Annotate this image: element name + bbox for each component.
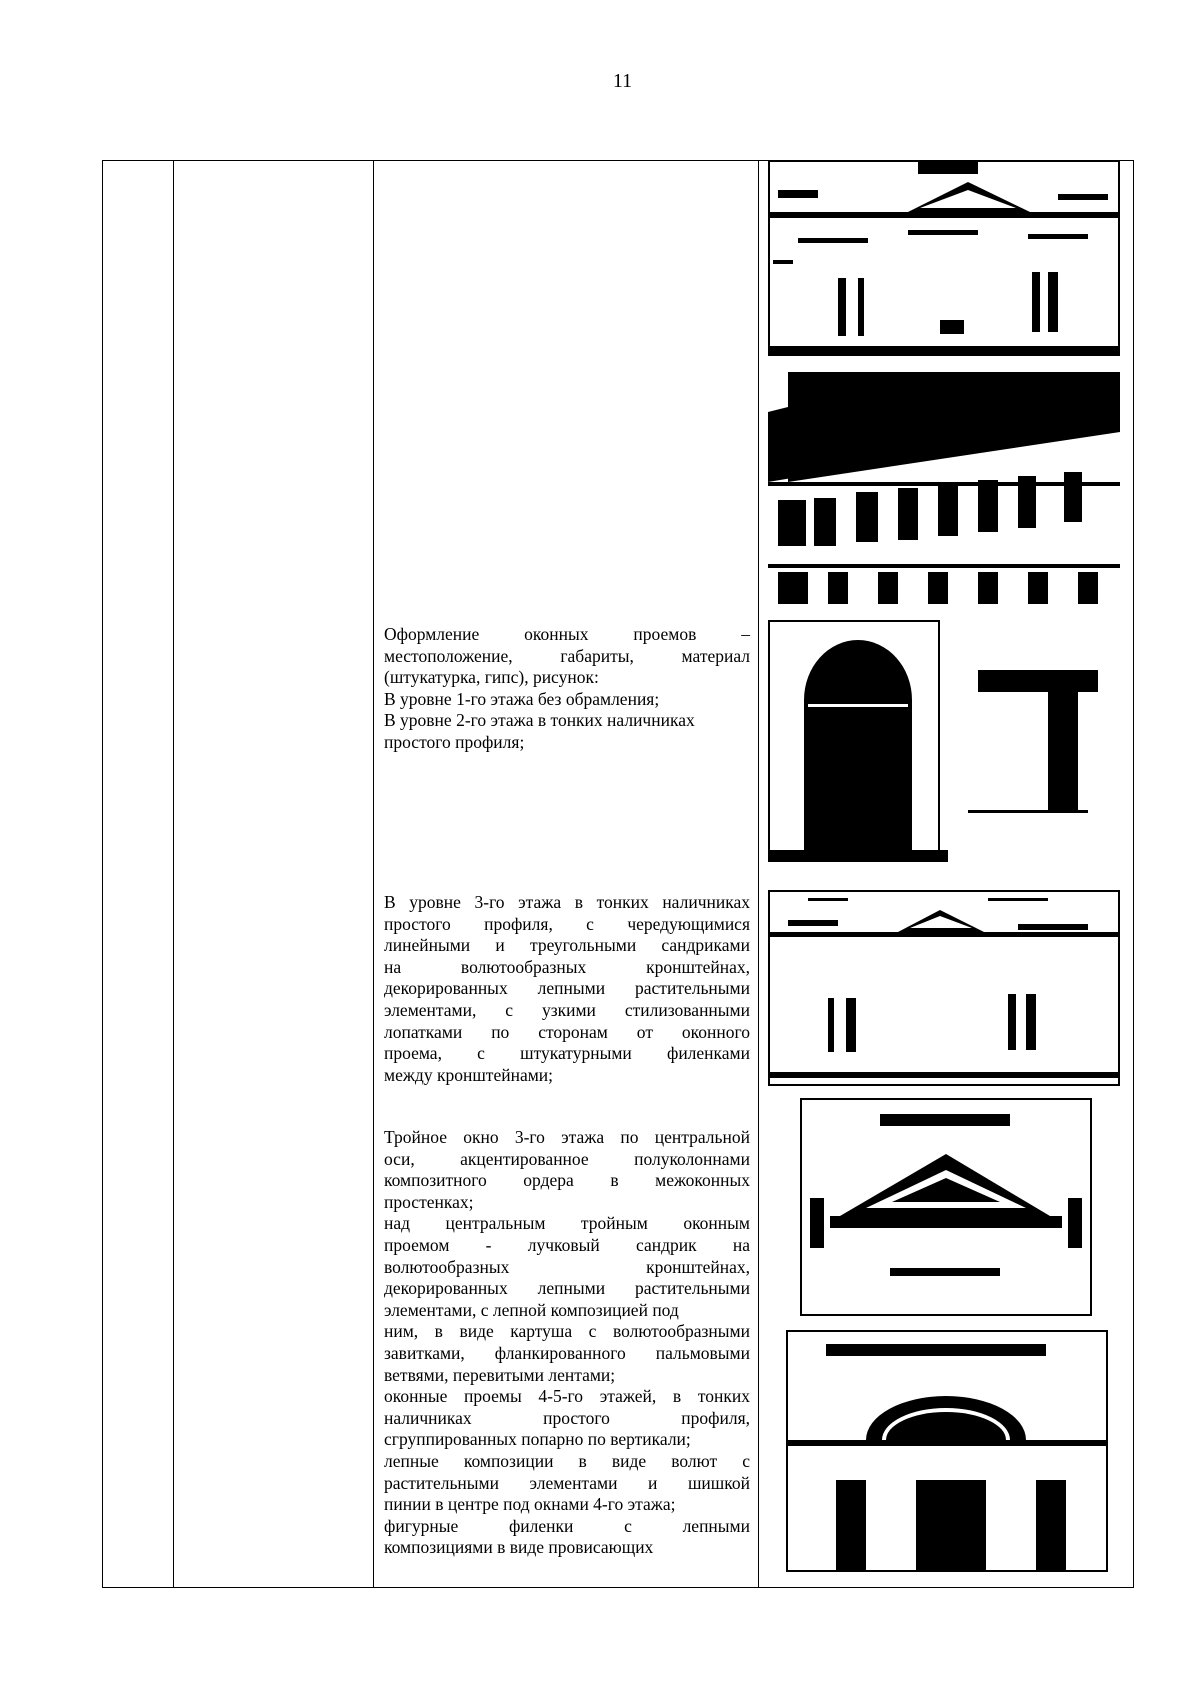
text-line: элементами, с узкими стилизованными bbox=[384, 999, 750, 1020]
table-column-divider bbox=[758, 161, 759, 1587]
text-line: В уровне 1-го этажа без обрамления; bbox=[384, 688, 660, 709]
text-line: В уровне 3-го этажа в тонких наличниках bbox=[384, 892, 750, 912]
text-line: сгруппированных попарно по вертикали; bbox=[384, 1429, 691, 1450]
text-line: Оформление оконных проемов – bbox=[384, 624, 750, 644]
text-line: волютообразных кронштейнах, bbox=[384, 1256, 750, 1277]
facade-photo-pediments bbox=[768, 160, 1120, 356]
text-line: пинии в центре под окнами 4-го этажа; bbox=[384, 1494, 676, 1515]
text-line: ним, в виде картуша с волютообразными bbox=[384, 1321, 750, 1342]
text-line: на волютообразных кронштейнах, bbox=[384, 956, 750, 977]
building-corner-photo bbox=[768, 372, 1120, 604]
text-line: оси, акцентированное полуколоннами bbox=[384, 1148, 750, 1169]
table-column-divider bbox=[373, 161, 374, 1587]
text-line: простого профиля, с чередующимися bbox=[384, 913, 750, 934]
text-line: растительными элементами и шишкой bbox=[384, 1472, 750, 1493]
text-line: наличниках простого профиля, bbox=[384, 1407, 750, 1428]
pediment-detail-photo bbox=[800, 1098, 1092, 1316]
text-line: простенках; bbox=[384, 1191, 474, 1212]
text-line: над центральным тройным оконным bbox=[384, 1213, 750, 1234]
text-line: композициями в виде провисающих bbox=[384, 1537, 654, 1558]
text-line: простого профиля; bbox=[384, 731, 525, 752]
central-triple-window-text bbox=[384, 1127, 750, 1559]
text-line: ветвями, перевитыми лентами; bbox=[384, 1364, 616, 1385]
text-line: (штукатурка, гипс), рисунок: bbox=[384, 667, 599, 688]
text-line: Тройное окно 3-го этажа по центральной bbox=[384, 1127, 750, 1147]
table-column-divider bbox=[173, 161, 174, 1587]
arched-window-photo bbox=[768, 620, 1120, 870]
third-floor-windows-text bbox=[384, 892, 750, 1086]
text-line: лепные композиции в виде волют с bbox=[384, 1450, 750, 1471]
third-floor-photo bbox=[768, 890, 1120, 1086]
page-number: 11 bbox=[612, 70, 633, 92]
text-line: проемом - лучковый сандрик на bbox=[384, 1234, 750, 1255]
text-line: лопатками по сторонам от оконного bbox=[384, 1021, 750, 1042]
text-line: элементами, с лепной композицией под bbox=[384, 1299, 679, 1320]
text-line: местоположение, габариты, материал bbox=[384, 645, 750, 666]
text-line: линейными и треугольными сандриками bbox=[384, 935, 750, 956]
text-line: декорированных лепными растительными bbox=[384, 1278, 750, 1299]
central-window-photo bbox=[786, 1330, 1108, 1572]
window-design-intro-text bbox=[384, 624, 750, 754]
text-line: проема, с штукатурными филенками bbox=[384, 1043, 750, 1064]
text-line: декорированных лепными растительными bbox=[384, 978, 750, 999]
text-line: завитками, фланкированного пальмовыми bbox=[384, 1342, 750, 1363]
text-line: В уровне 2-го этажа в тонких наличниках bbox=[384, 710, 695, 731]
text-line: между кронштейнами; bbox=[384, 1064, 554, 1085]
text-line: композитного ордера в межоконных bbox=[384, 1170, 750, 1191]
text-line: фигурные филенки с лепными bbox=[384, 1515, 750, 1536]
text-line: оконные проемы 4-5-го этажей, в тонких bbox=[384, 1386, 750, 1407]
